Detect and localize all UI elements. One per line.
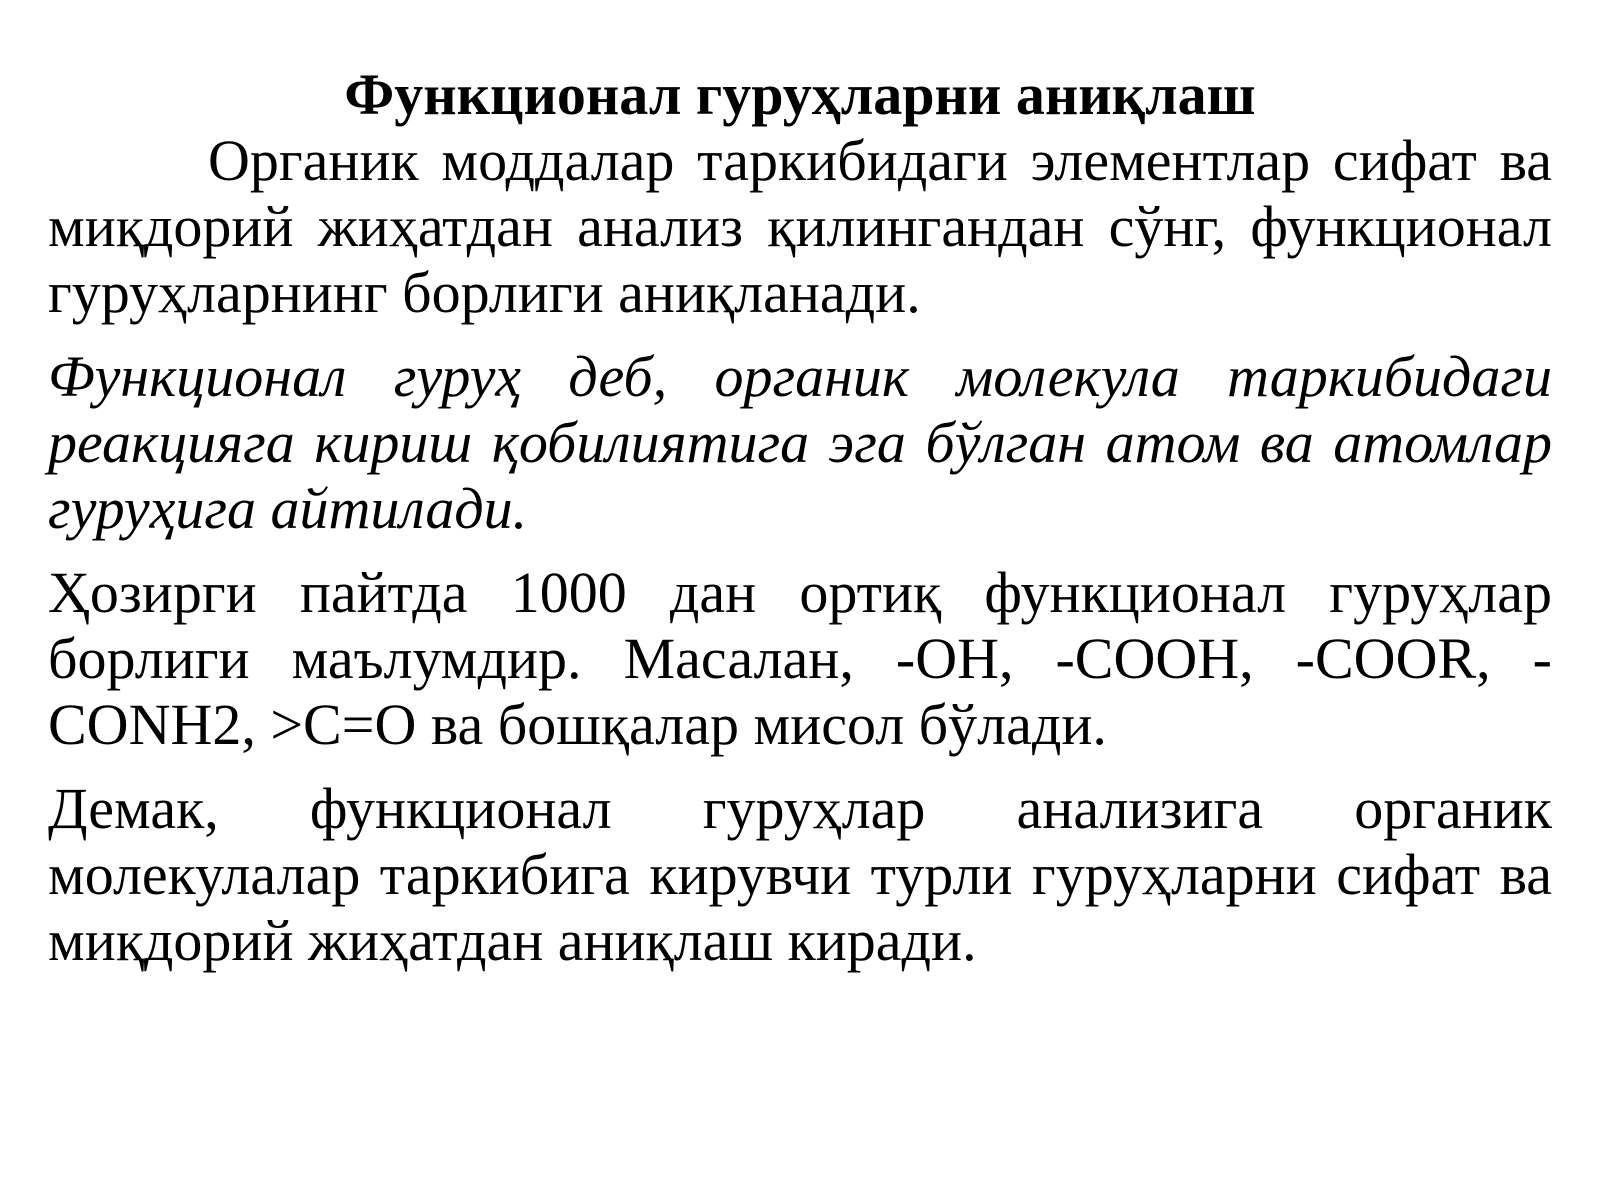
slide-title: Функционал гуруҳларни аниқлаш <box>344 62 1256 127</box>
paragraph-intro: Органик моддалар таркибидаги элементлар сифат ва миқдорий жиҳатдан анализ қилингандан сўнг, функционал гуруҳларнинг борлиги аниқланади. <box>48 128 1552 325</box>
paragraph-conclusion: Демак, функционал гуруҳлар анализига органик молекулалар таркибига кирувчи турли гуруҳларни сифат ва миқдорий жиҳатдан аниқлаш киради. <box>48 776 1552 973</box>
slide-content <box>48 62 1552 974</box>
paragraph-definition: Функционал гуруҳ деб, органик молекула таркибидаги реакцияга кириш қобилиятига эга бўлган атом ва атомлар гуруҳига айтилади. <box>48 344 1552 541</box>
paragraph-examples: Ҳозирги пайтда 1000 дан ортиқ функционал гуруҳлар борлиги маълумдир. Масалан, -ОН, -СООН, -COOR, -CONH2, >С=О ва бошқалар мисол бўлади. <box>48 560 1552 757</box>
